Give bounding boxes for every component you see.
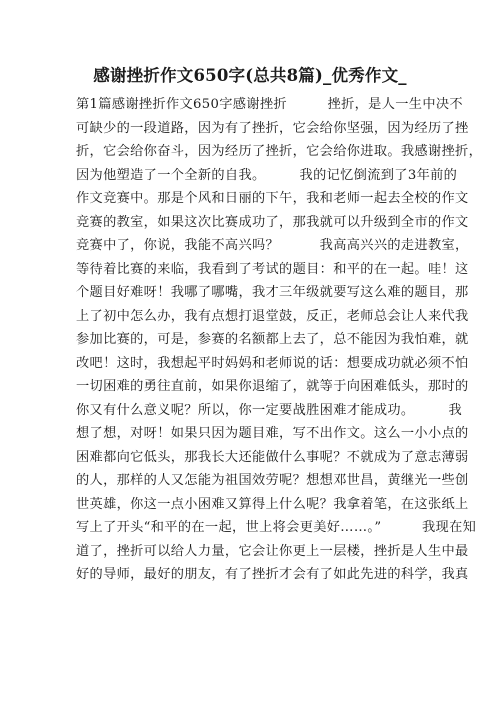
body-line: 想了想，对呀！如果只因为题目难，写不出作文。这么一小小点的 bbox=[76, 426, 469, 441]
body-line: 上了初中怎么办，我有点想打退堂鼓，反正，老师总会让人来代我 bbox=[76, 308, 469, 324]
body-line: 好的导师，最好的朋友，有了挫折才会有了如此先进的科学，我真 bbox=[76, 567, 469, 582]
body-line: 折，它会给你奋斗，因为经历了挫折，它会给你进取。我感谢挫折， bbox=[76, 144, 483, 159]
body-line: 等待着比赛的来临，我看到了考试的题目：和平的在一起。哇！这 bbox=[76, 261, 469, 277]
body-line: 作文竞赛中。那是个风和日丽的下午，我和老师一起去全校的作文 bbox=[76, 191, 469, 206]
body-line: 困难都向它低头，那我长大还能做什么事呢？不就成为了意志薄弱 bbox=[76, 449, 469, 465]
body-line: 你又有什么意义呢？所以，你一定要战胜困难才能成功。 我 bbox=[76, 402, 462, 418]
body-line: 竞赛的教室，如果这次比赛成功了，那我就可以升级到全市的作文 bbox=[76, 214, 469, 230]
body-line: 的人，那样的人又怎能为祖国效劳呢？想想邓世昌，黄继光一些创 bbox=[76, 473, 469, 488]
body-line: 参加比赛的，可是，参赛的名额都上去了，总不能因为我怕难，就 bbox=[76, 332, 469, 347]
body-line: 竞赛中了，你说，我能不高兴吗？ 我高高兴兴的走进教室， bbox=[76, 238, 469, 253]
body-line: 可缺少的一段道路，因为有了挫折，它会给你坚强，因为经历了挫 bbox=[76, 120, 469, 136]
body-line: 一切困难的勇往直前，如果你退缩了，就等于向困难低头，那时的 bbox=[76, 379, 469, 394]
body-line: 世英雄，你这一点小困难又算得上什么呢？我拿着笔，在这张纸上 bbox=[76, 496, 469, 512]
body-line: 因为他塑造了一个全新的自我。 我的记忆倒流到了3年前的 bbox=[76, 167, 458, 183]
body-line: 第1篇感谢挫折作文650字感谢挫折 挫折，是人一生中决不 bbox=[76, 97, 463, 112]
body-line: 道了，挫折可以给人力量，它会让你更上一层楼，挫折是人生中最 bbox=[76, 543, 469, 559]
body-line: 个题目好难呀！我哪了哪嘴，我才三年级就要写这么难的题目，那 bbox=[76, 285, 469, 300]
document-title: 感谢挫折作文650字(总共8篇)_优秀作文_ bbox=[93, 66, 407, 85]
body-line: 改吧！这时，我想起平时妈妈和老师说的话：想要成功就必须不怕 bbox=[76, 355, 469, 371]
document-body bbox=[76, 93, 483, 587]
body-line: 写上了开头“和平的在一起，世上将会更美好……。” 我现在知 bbox=[76, 520, 477, 535]
